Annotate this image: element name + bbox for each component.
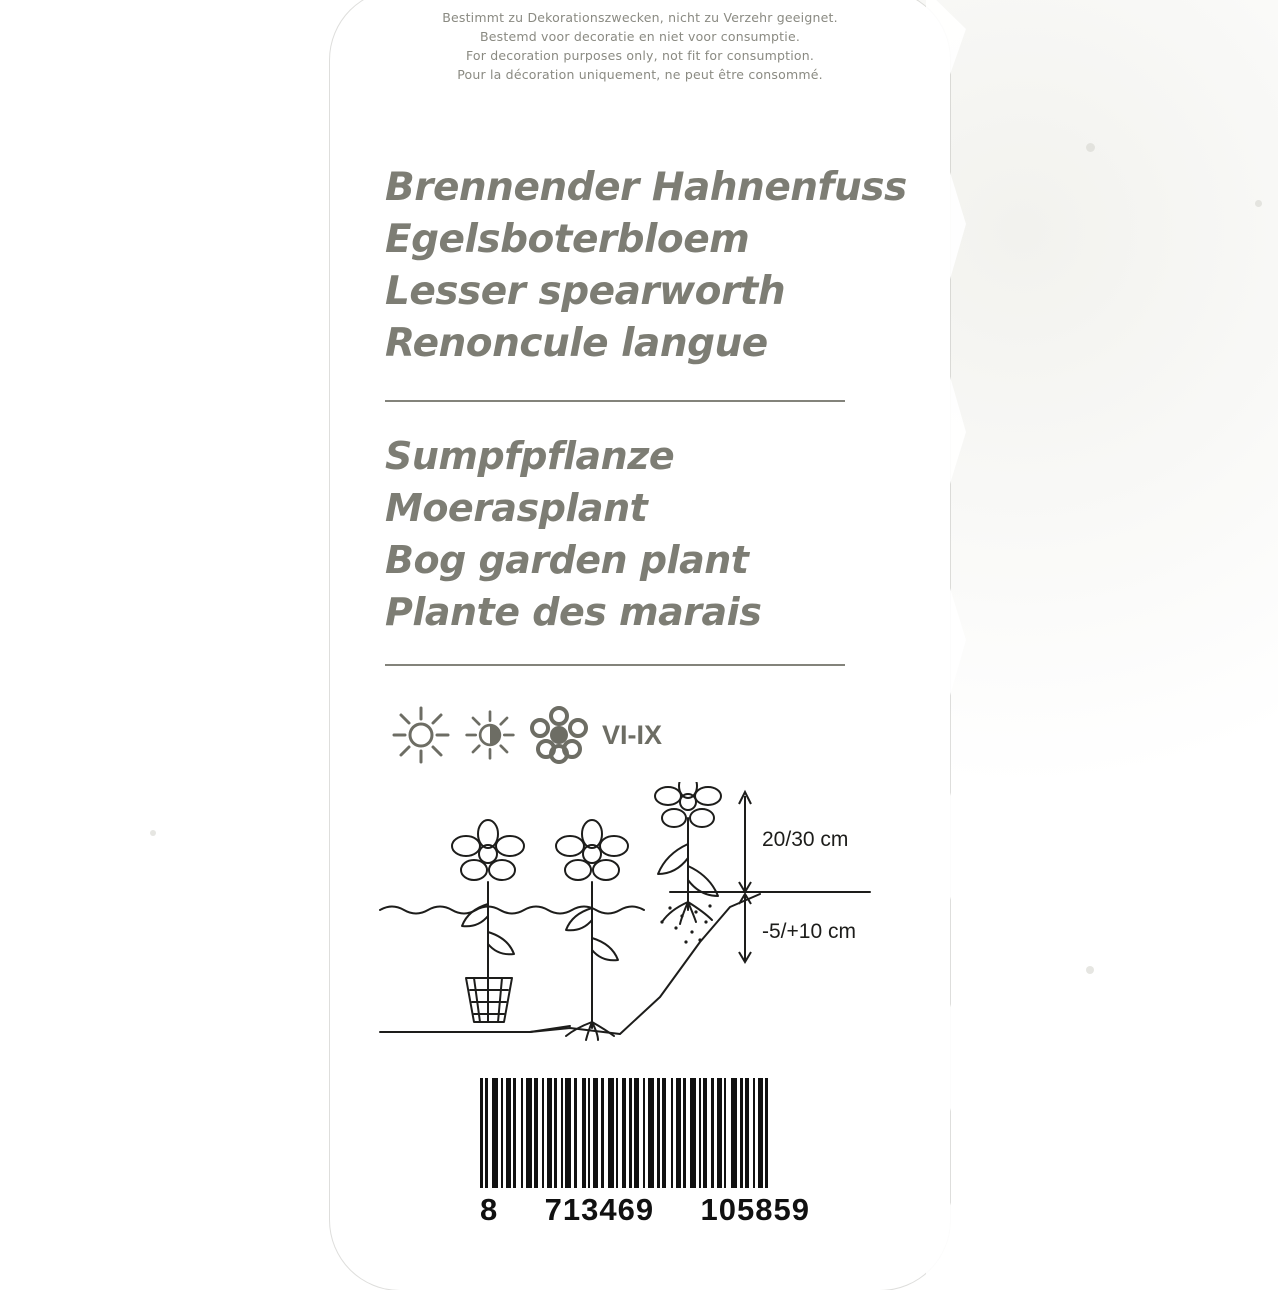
disclaimer-line-de: Bestimmt zu Dekorationszwecken, nicht zu Verzehr geeignet.	[442, 10, 838, 25]
plant-type-en: Bog garden plant	[385, 538, 749, 582]
plant-name-nl: Egelsboterbloem	[385, 217, 750, 262]
plant-type-nl: Moerasplant	[385, 486, 648, 530]
plant-type-de: Sumpfpflanze	[385, 434, 675, 478]
plant-name-en: Lesser spearworth	[385, 269, 786, 314]
height-dimension-label: 20/30 cm	[762, 828, 849, 851]
divider-bottom	[385, 664, 845, 666]
bloom-period-label: VI-IX	[602, 719, 663, 750]
dust-speck	[1086, 143, 1095, 152]
full-sun-icon	[392, 706, 450, 764]
label-content	[330, 0, 950, 1280]
barcode-group-2: 105859	[700, 1192, 810, 1227]
plant-name-de: Brennender Hahnenfuss	[385, 165, 907, 210]
disclaimer-line-nl: Bestemd voor decoratie en niet voor consumptie.	[479, 29, 801, 44]
care-icons-row	[392, 706, 950, 764]
divider-top	[385, 400, 845, 402]
plant-type-fr: Plante des marais	[385, 590, 762, 634]
planting-depth-diagram	[370, 782, 950, 1076]
plant-type-block	[385, 430, 950, 638]
barcode-left-digit: 8	[480, 1192, 499, 1227]
barcode-digits	[480, 1192, 810, 1228]
barcode-group-1: 713469	[544, 1192, 655, 1227]
plant-name-block	[385, 162, 950, 370]
dust-speck	[150, 830, 156, 836]
disclaimer-line-fr: Pour la décoration uniquement, ne peut être consommé.	[457, 67, 823, 82]
depth-dimension-label: -5/+10 cm	[762, 920, 856, 943]
partial-shade-icon	[464, 709, 516, 761]
plant-name-fr: Renoncule langue	[385, 321, 768, 366]
barcode-bars	[480, 1078, 810, 1188]
barcode	[480, 1078, 810, 1228]
disclaimer-line-en: For decoration purposes only, not fit for consumption.	[465, 48, 815, 63]
dust-speck	[1255, 200, 1262, 207]
flower-icon	[530, 706, 588, 764]
dust-speck	[1086, 966, 1094, 974]
disclaimer-block	[330, 0, 950, 84]
